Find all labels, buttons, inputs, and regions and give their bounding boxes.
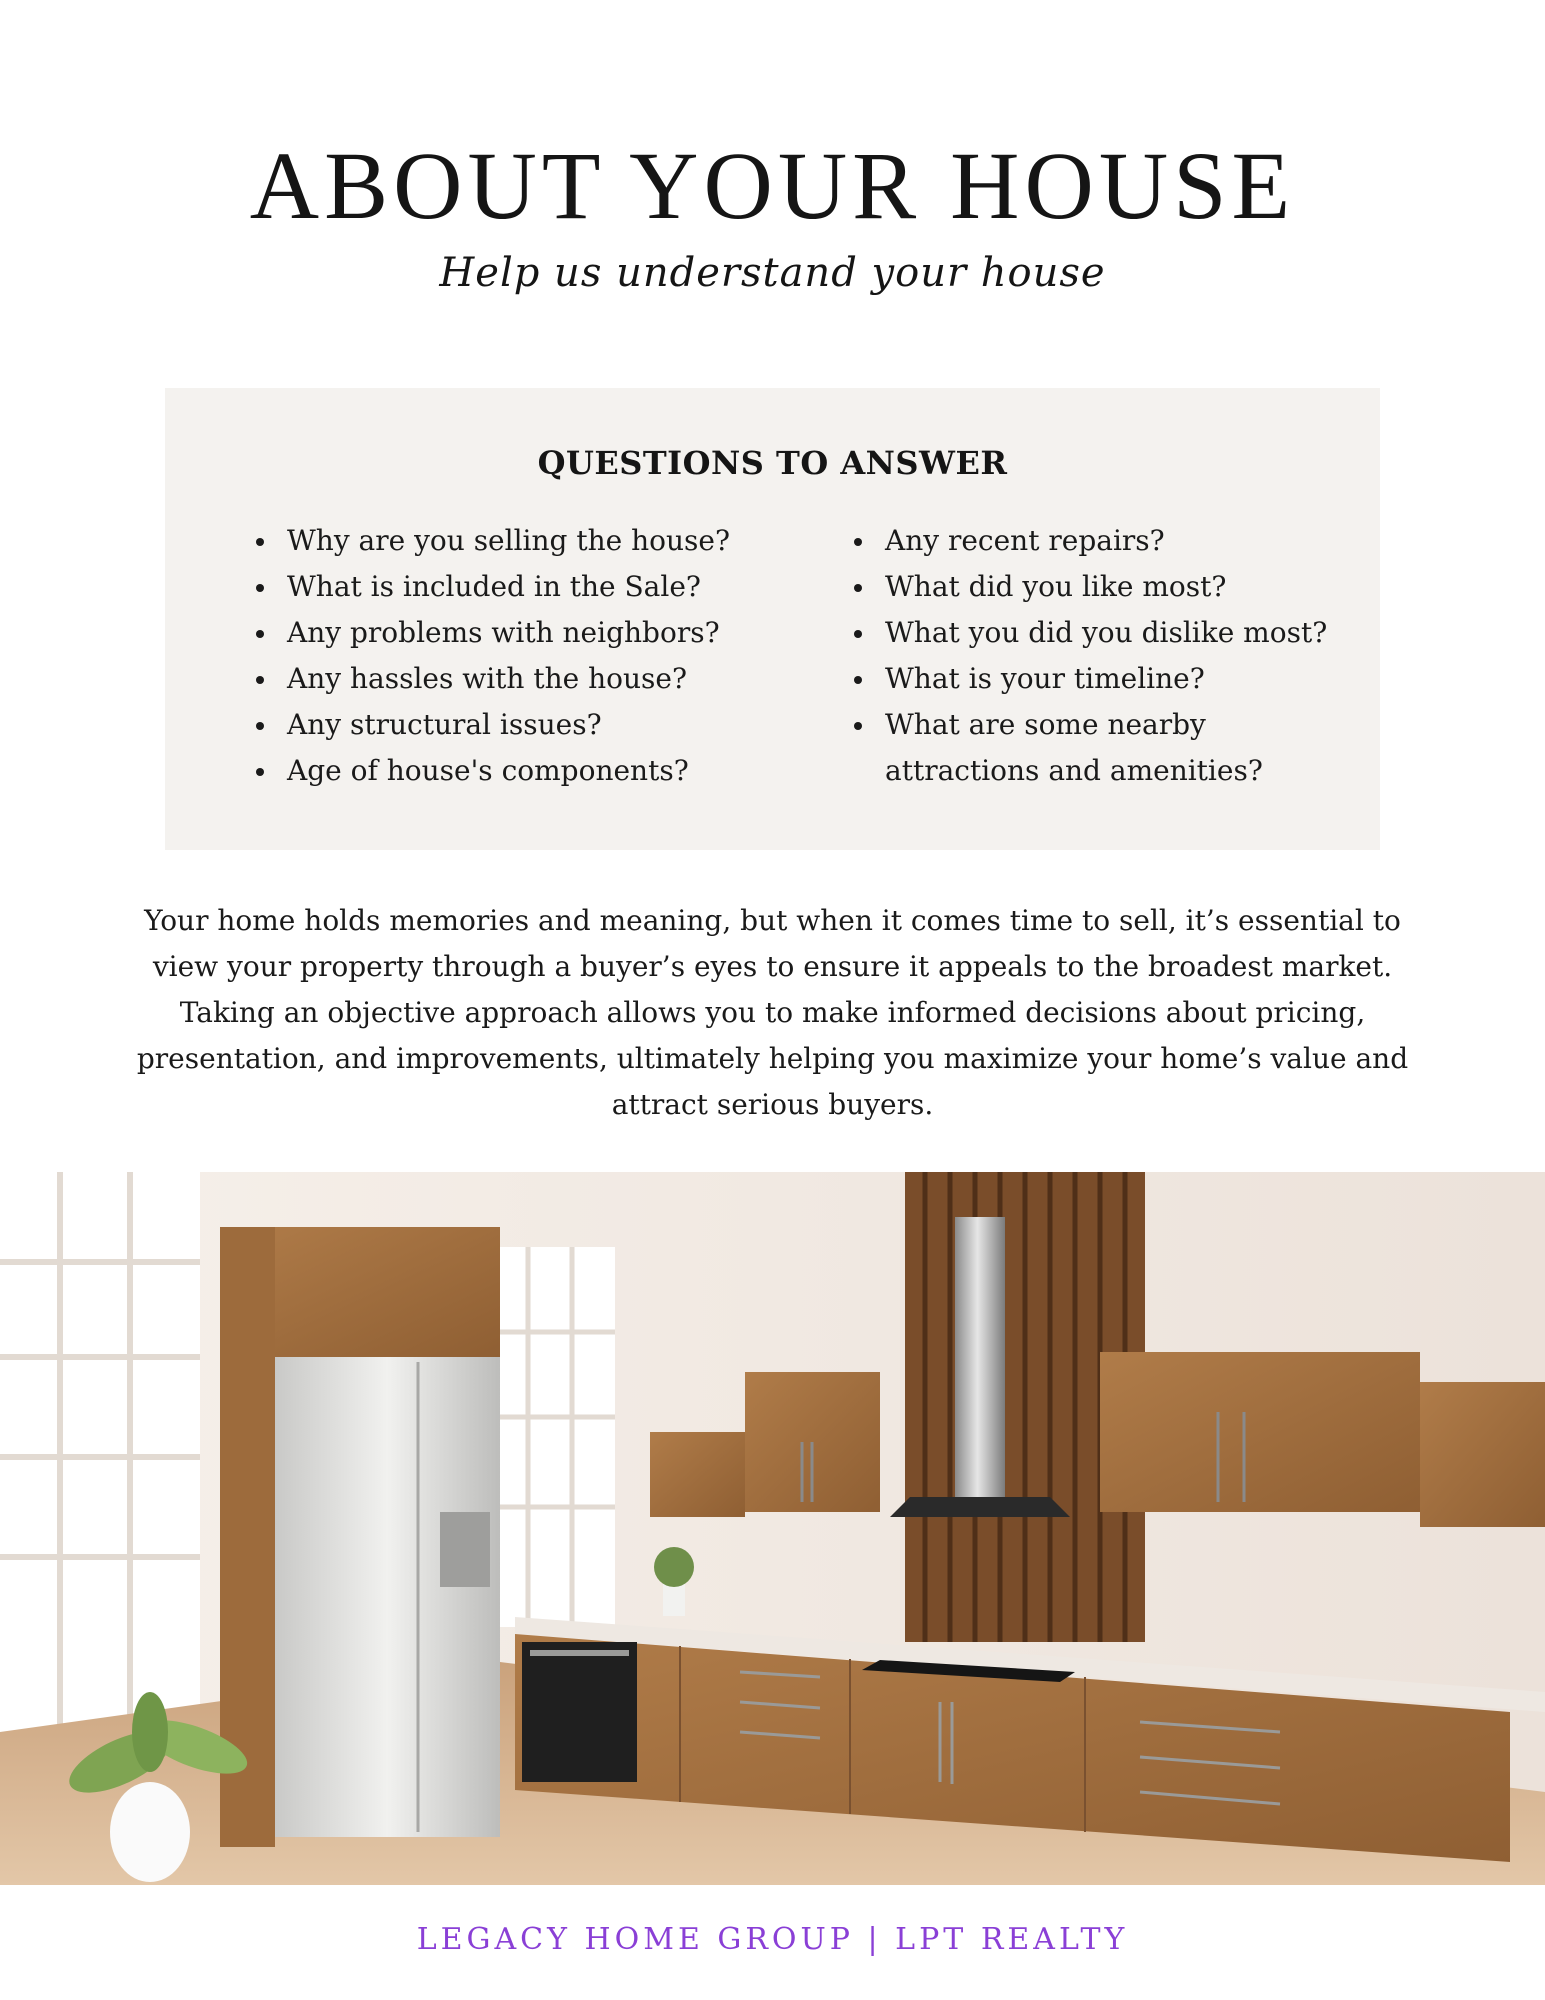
window-left (0, 1172, 200, 1732)
page-title: ABOUT YOUR HOUSE (249, 132, 1296, 239)
question-item: Any hassles with the house? (252, 656, 772, 702)
questions-list-left (252, 518, 772, 794)
questions-heading: QUESTIONS TO ANSWER (537, 444, 1008, 482)
question-item: What is included in the Sale? (252, 564, 772, 610)
question-item: Why are you selling the house? (252, 518, 772, 564)
question-item: What you did you dislike most? (850, 610, 1350, 656)
question-item: What did you like most? (850, 564, 1350, 610)
window-center (485, 1247, 615, 1627)
range-hood (955, 1217, 1005, 1497)
small-plant (654, 1547, 694, 1587)
kitchen-photo (0, 1172, 1545, 1885)
question-item: Any problems with neighbors? (252, 610, 772, 656)
questions-box (165, 388, 1380, 850)
question-item: Any structural issues? (252, 702, 772, 748)
page-subtitle: Help us understand your house (439, 250, 1106, 296)
intro-paragraph: Your home holds memories and meaning, but when it comes time to sell, it’s essential to view your property through a buyer’s eyes to ensure it appeals to the broadest market. Taking an objective approach allows you to make informed decisions about pricing, presentation, and improvements, ultimately helping you maximize your home’s value and attract serious buyers. (136, 904, 1409, 1121)
question-item: What is your timeline? (850, 656, 1350, 702)
refrigerator (275, 1357, 500, 1837)
question-item: Any recent repairs? (850, 518, 1350, 564)
oven (522, 1642, 637, 1782)
question-item: What are some nearby attractions and amenities? (850, 702, 1350, 794)
upper-cabinet-right (1100, 1352, 1420, 1512)
potted-plant (110, 1782, 190, 1882)
footer-brand: LEGACY HOME GROUP | LPT REALTY (416, 1922, 1129, 1957)
questions-list-right (850, 518, 1350, 794)
question-item: Age of house's components? (252, 748, 772, 794)
